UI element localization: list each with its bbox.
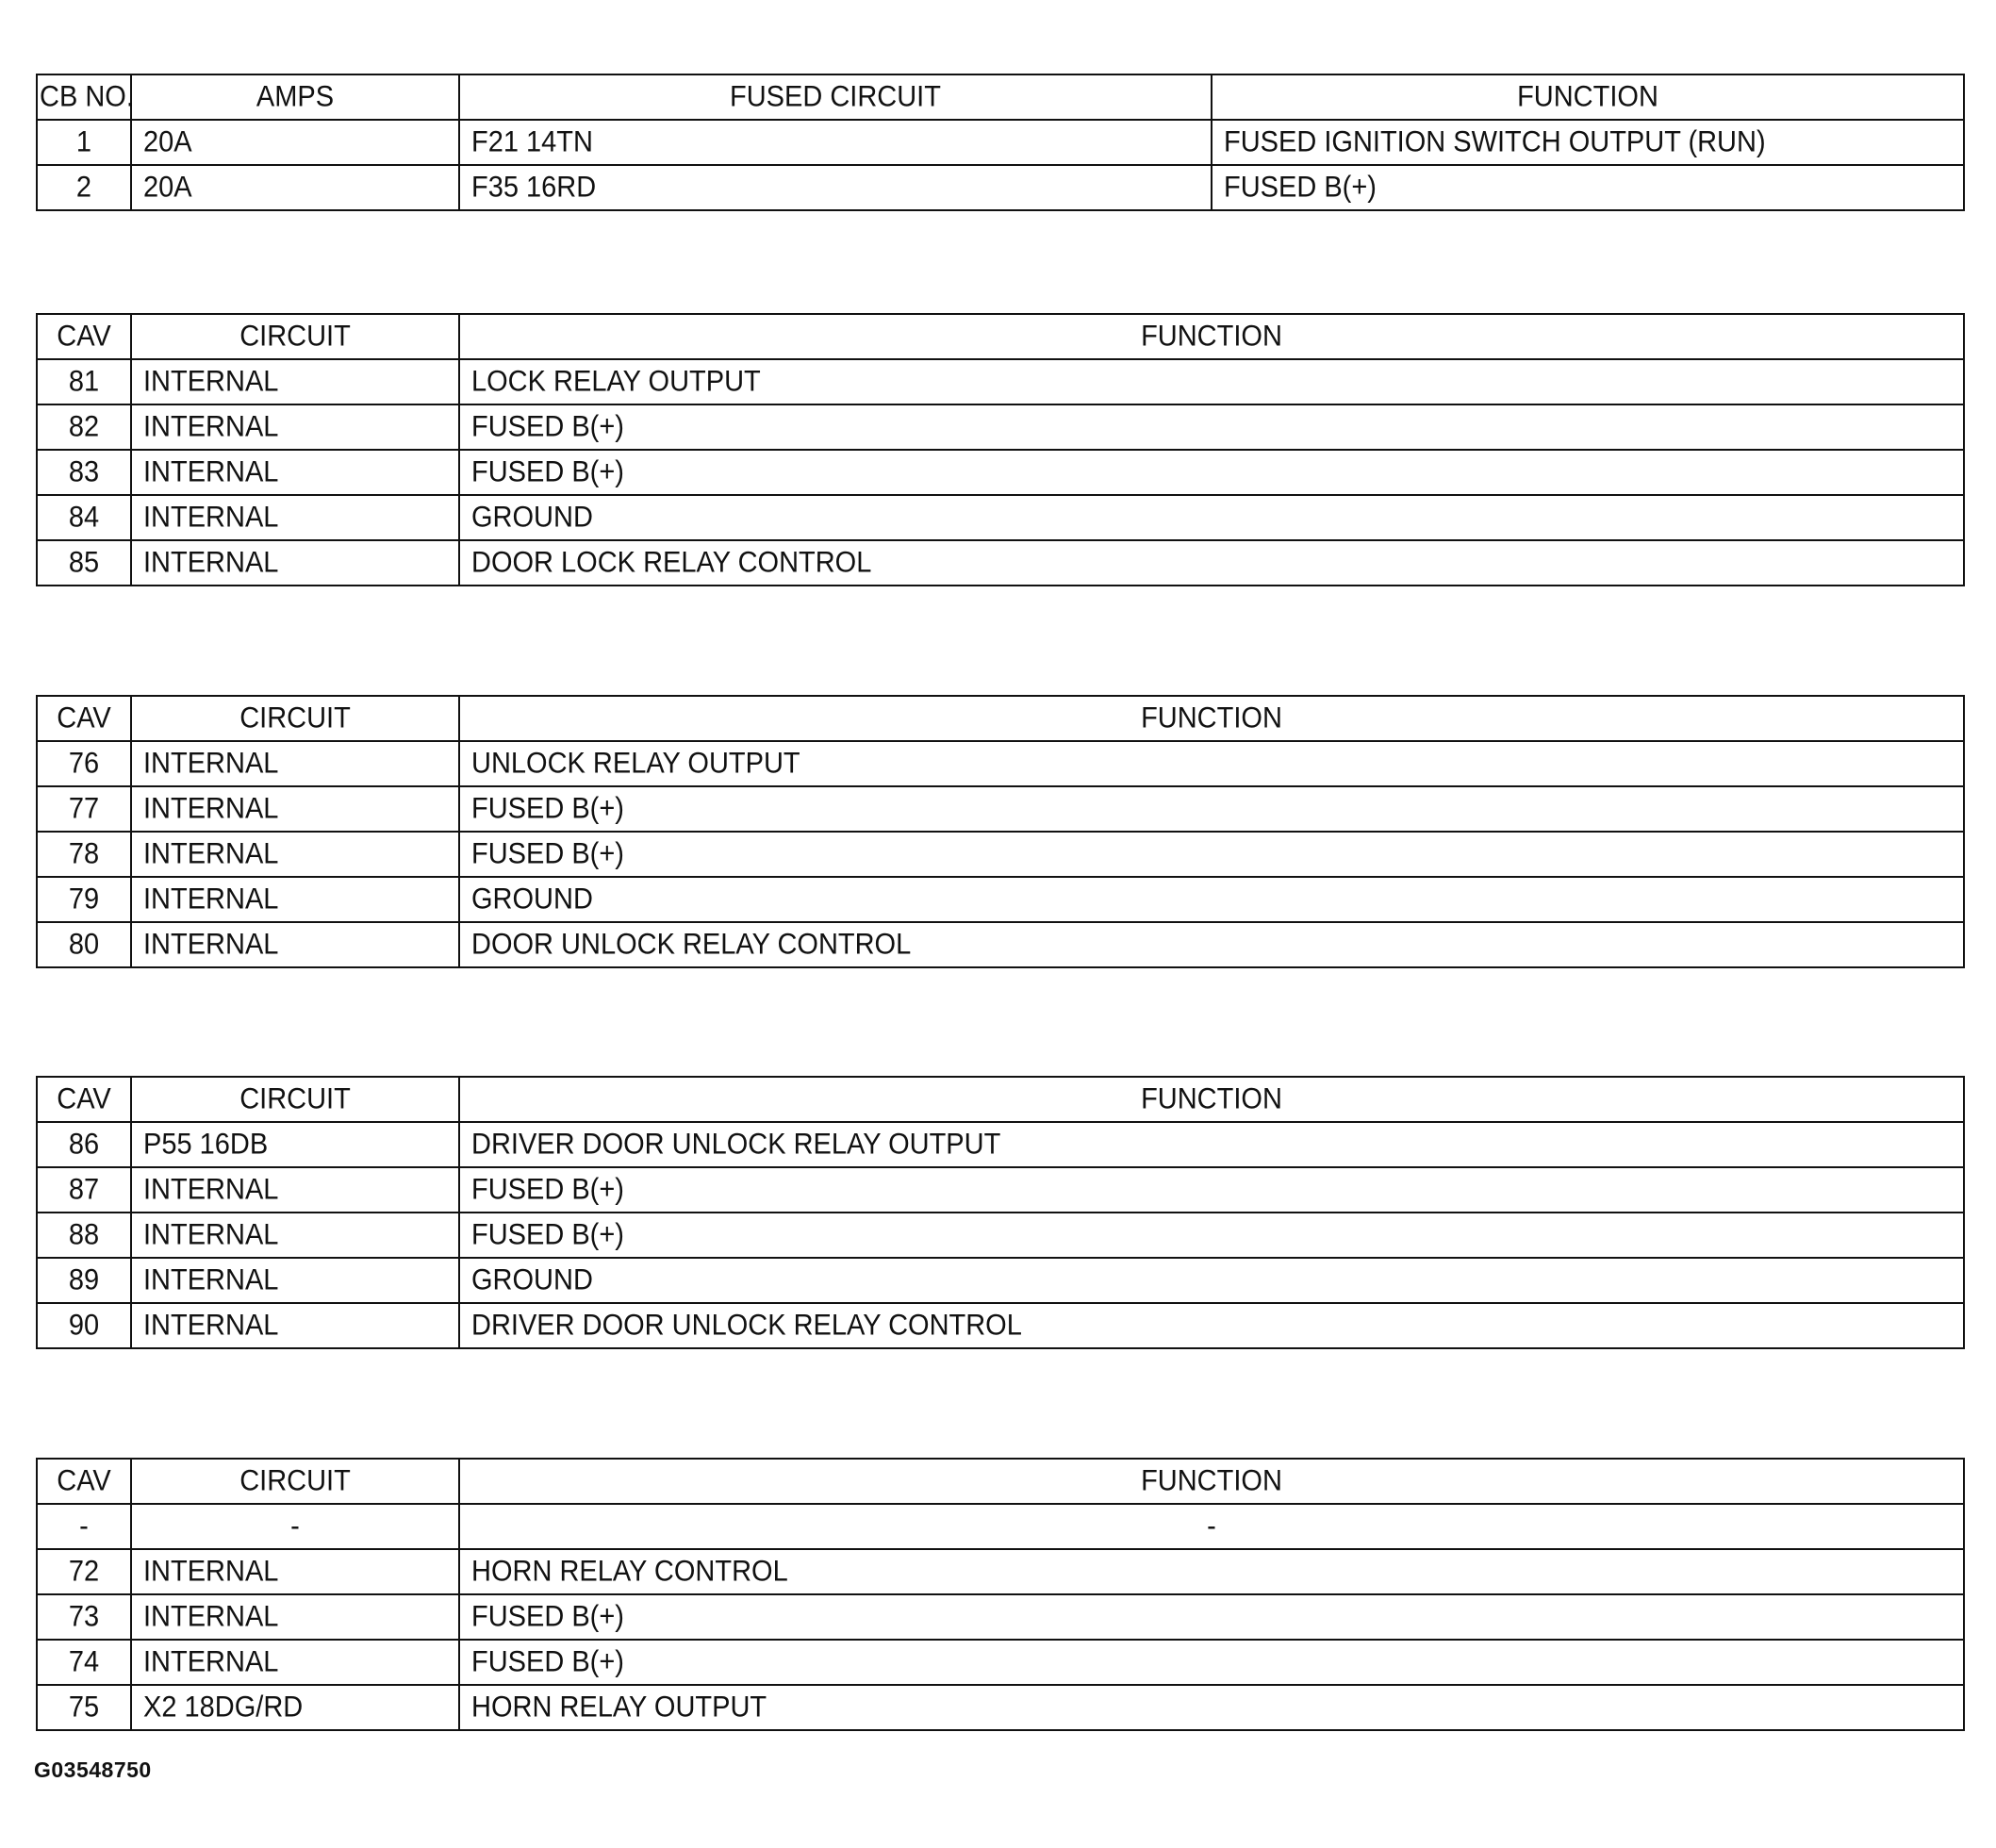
function-value: FUSED B(+) — [459, 1638, 1964, 1687]
table-row — [37, 1213, 1964, 1258]
cavity-number: 78 — [37, 830, 131, 879]
circuit-value: INTERNAL — [131, 875, 459, 924]
table-row — [37, 1594, 1964, 1640]
circuit-value: INTERNAL — [131, 403, 459, 452]
circuit-value: INTERNAL — [131, 1638, 459, 1687]
table-row — [37, 120, 1964, 165]
cavity-number: 76 — [37, 739, 131, 788]
figure-id: G03548750 — [34, 1757, 152, 1782]
header-cav: CAV — [37, 1075, 131, 1124]
function-value: GROUND — [459, 1256, 1964, 1305]
cavity-number: 89 — [37, 1256, 131, 1305]
cavity-number: - — [37, 1502, 131, 1551]
circuit-value: INTERNAL — [131, 1592, 459, 1642]
cb-number: 1 — [37, 118, 131, 167]
circuit-value: INTERNAL — [131, 448, 459, 497]
circuit-value: X2 18DG/RD — [131, 1683, 459, 1732]
table-row — [37, 404, 1964, 450]
header-cav: CAV — [37, 694, 131, 743]
circuit-value: INTERNAL — [131, 1211, 459, 1260]
table-row — [37, 495, 1964, 540]
table-row — [37, 540, 1964, 586]
cavity-number: 88 — [37, 1211, 131, 1260]
function-value: - — [459, 1502, 1964, 1551]
function-value: GROUND — [459, 875, 1964, 924]
table-row — [37, 832, 1964, 877]
circuit-value: INTERNAL — [131, 1165, 459, 1214]
header-cb-no: CB NO. — [37, 73, 131, 122]
header-cav: CAV — [37, 312, 131, 361]
cavity-number: 75 — [37, 1683, 131, 1732]
circuit-value: INTERNAL — [131, 1256, 459, 1305]
table-row — [37, 877, 1964, 922]
header-function: FUNCTION — [459, 1457, 1964, 1506]
function-value: FUSED B(+) — [459, 1211, 1964, 1260]
function-value: FUSED B(+) — [459, 784, 1964, 833]
function-value: FUSED B(+) — [1212, 163, 1964, 212]
function-value: FUSED B(+) — [459, 403, 1964, 452]
circuit-value: P55 16DB — [131, 1120, 459, 1169]
table-header-row — [37, 696, 1964, 741]
header-circuit: CIRCUIT — [131, 312, 459, 361]
header-circuit: CIRCUIT — [131, 1075, 459, 1124]
function-value: DRIVER DOOR UNLOCK RELAY OUTPUT — [459, 1120, 1964, 1169]
circuit-value: INTERNAL — [131, 493, 459, 542]
header-cav: CAV — [37, 1457, 131, 1506]
connector-table-horn-relay — [36, 1458, 1965, 1731]
table-row — [37, 1303, 1964, 1348]
header-circuit: CIRCUIT — [131, 1457, 459, 1506]
function-value: FUSED B(+) — [459, 830, 1964, 879]
circuit-value: INTERNAL — [131, 538, 459, 587]
table-row — [37, 786, 1964, 832]
table-header-row — [37, 1077, 1964, 1122]
cavity-number: 83 — [37, 448, 131, 497]
function-value: FUSED B(+) — [459, 1592, 1964, 1642]
table-row — [37, 1685, 1964, 1730]
connector-table-driver-door-relay — [36, 1076, 1965, 1349]
cavity-number: 74 — [37, 1638, 131, 1687]
circuit-value: INTERNAL — [131, 1301, 459, 1350]
table-row — [37, 165, 1964, 210]
function-value: HORN RELAY OUTPUT — [459, 1683, 1964, 1732]
function-value: DRIVER DOOR UNLOCK RELAY CONTROL — [459, 1301, 1964, 1350]
header-function: FUNCTION — [459, 1075, 1964, 1124]
table-row — [37, 1549, 1964, 1594]
circuit-value: INTERNAL — [131, 920, 459, 969]
circuit-value: INTERNAL — [131, 739, 459, 788]
cavity-number: 77 — [37, 784, 131, 833]
cavity-number: 90 — [37, 1301, 131, 1350]
function-value: DOOR UNLOCK RELAY CONTROL — [459, 920, 1964, 969]
circuit-value: INTERNAL — [131, 1547, 459, 1596]
header-circuit: CIRCUIT — [131, 694, 459, 743]
table-row — [37, 1504, 1964, 1549]
function-value: DOOR LOCK RELAY CONTROL — [459, 538, 1964, 587]
connector-table-lock-relay — [36, 313, 1965, 586]
circuit-value: INTERNAL — [131, 830, 459, 879]
header-fused-circuit: FUSED CIRCUIT — [459, 73, 1212, 122]
cavity-number: 80 — [37, 920, 131, 969]
function-value: FUSED IGNITION SWITCH OUTPUT (RUN) — [1212, 118, 1964, 167]
cavity-number: 86 — [37, 1120, 131, 1169]
circuit-value: INTERNAL — [131, 357, 459, 406]
circuit-value: INTERNAL — [131, 784, 459, 833]
table-row — [37, 922, 1964, 967]
table-row — [37, 359, 1964, 404]
circuit-value: - — [131, 1502, 459, 1551]
amps-value: 20A — [131, 163, 459, 212]
cavity-number: 72 — [37, 1547, 131, 1596]
table-row — [37, 1640, 1964, 1685]
cavity-number: 79 — [37, 875, 131, 924]
header-function: FUNCTION — [1212, 73, 1964, 122]
cb-number: 2 — [37, 163, 131, 212]
connector-table-unlock-relay — [36, 695, 1965, 968]
table-row — [37, 1258, 1964, 1303]
table-header-row — [37, 1459, 1964, 1504]
cavity-number: 73 — [37, 1592, 131, 1642]
table-row — [37, 450, 1964, 495]
table-row — [37, 1122, 1964, 1167]
header-function: FUNCTION — [459, 312, 1964, 361]
function-value: UNLOCK RELAY OUTPUT — [459, 739, 1964, 788]
cavity-number: 81 — [37, 357, 131, 406]
function-value: FUSED B(+) — [459, 448, 1964, 497]
cavity-number: 85 — [37, 538, 131, 587]
header-function: FUNCTION — [459, 694, 1964, 743]
table-header-row — [37, 314, 1964, 359]
cavity-number: 84 — [37, 493, 131, 542]
header-amps: AMPS — [131, 73, 459, 122]
cavity-number: 82 — [37, 403, 131, 452]
function-value: GROUND — [459, 493, 1964, 542]
fused-circuit-value: F21 14TN — [459, 118, 1212, 167]
table-row — [37, 741, 1964, 786]
amps-value: 20A — [131, 118, 459, 167]
fused-circuit-value: F35 16RD — [459, 163, 1212, 212]
table-row — [37, 1167, 1964, 1213]
cavity-number: 87 — [37, 1165, 131, 1214]
function-value: HORN RELAY CONTROL — [459, 1547, 1964, 1596]
circuit-breaker-table — [36, 74, 1965, 211]
table-header-row — [37, 74, 1964, 120]
function-value: LOCK RELAY OUTPUT — [459, 357, 1964, 406]
function-value: FUSED B(+) — [459, 1165, 1964, 1214]
